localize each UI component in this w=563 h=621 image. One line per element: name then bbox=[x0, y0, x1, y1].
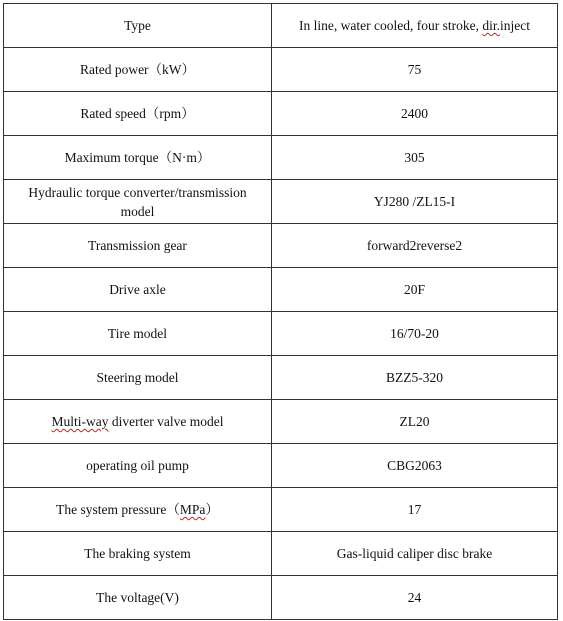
spec-value: 305 bbox=[272, 136, 558, 180]
spec-label: operating oil pump bbox=[4, 444, 272, 488]
spec-value: 20F bbox=[272, 268, 558, 312]
spec-label: Rated power（kW） bbox=[4, 48, 272, 92]
spec-label: Type bbox=[4, 4, 272, 48]
spec-value: BZZ5-320 bbox=[272, 356, 558, 400]
table-row bbox=[4, 268, 558, 312]
spec-label: Rated speed（rpm） bbox=[4, 92, 272, 136]
table-row bbox=[4, 48, 558, 92]
spec-label: Drive axle bbox=[4, 268, 272, 312]
spec-value: 24 bbox=[272, 576, 558, 620]
spec-table bbox=[3, 3, 558, 620]
table-row bbox=[4, 488, 558, 532]
spec-label: Transmission gear bbox=[4, 224, 272, 268]
table-row bbox=[4, 576, 558, 620]
spec-label: Multi-way diverter valve model bbox=[4, 400, 272, 444]
spec-label: Steering model bbox=[4, 356, 272, 400]
table-row bbox=[4, 312, 558, 356]
spec-label: Hydraulic torque converter/transmission model bbox=[4, 180, 272, 224]
spec-label: The braking system bbox=[4, 532, 272, 576]
table-row bbox=[4, 400, 558, 444]
spec-value: ZL20 bbox=[272, 400, 558, 444]
table-row bbox=[4, 224, 558, 268]
spec-label: Tire model bbox=[4, 312, 272, 356]
spec-value: In line, water cooled, four stroke, dir.inject bbox=[272, 4, 558, 48]
spec-label: The voltage(V) bbox=[4, 576, 272, 620]
spec-label: The system pressure（MPa） bbox=[4, 488, 272, 532]
spec-value: 75 bbox=[272, 48, 558, 92]
spec-value: 17 bbox=[272, 488, 558, 532]
spec-value: YJ280 /ZL15-I bbox=[272, 180, 558, 224]
table-row bbox=[4, 444, 558, 488]
spec-value: 2400 bbox=[272, 92, 558, 136]
table-row bbox=[4, 136, 558, 180]
spec-value: CBG2063 bbox=[272, 444, 558, 488]
spec-value: Gas-liquid caliper disc brake bbox=[272, 532, 558, 576]
table-row bbox=[4, 356, 558, 400]
table-row bbox=[4, 4, 558, 48]
spec-label: Maximum torque（N·m） bbox=[4, 136, 272, 180]
table-row bbox=[4, 180, 558, 224]
table-row bbox=[4, 92, 558, 136]
spec-value: 16/70-20 bbox=[272, 312, 558, 356]
spec-value: forward2reverse2 bbox=[272, 224, 558, 268]
table-row bbox=[4, 532, 558, 576]
